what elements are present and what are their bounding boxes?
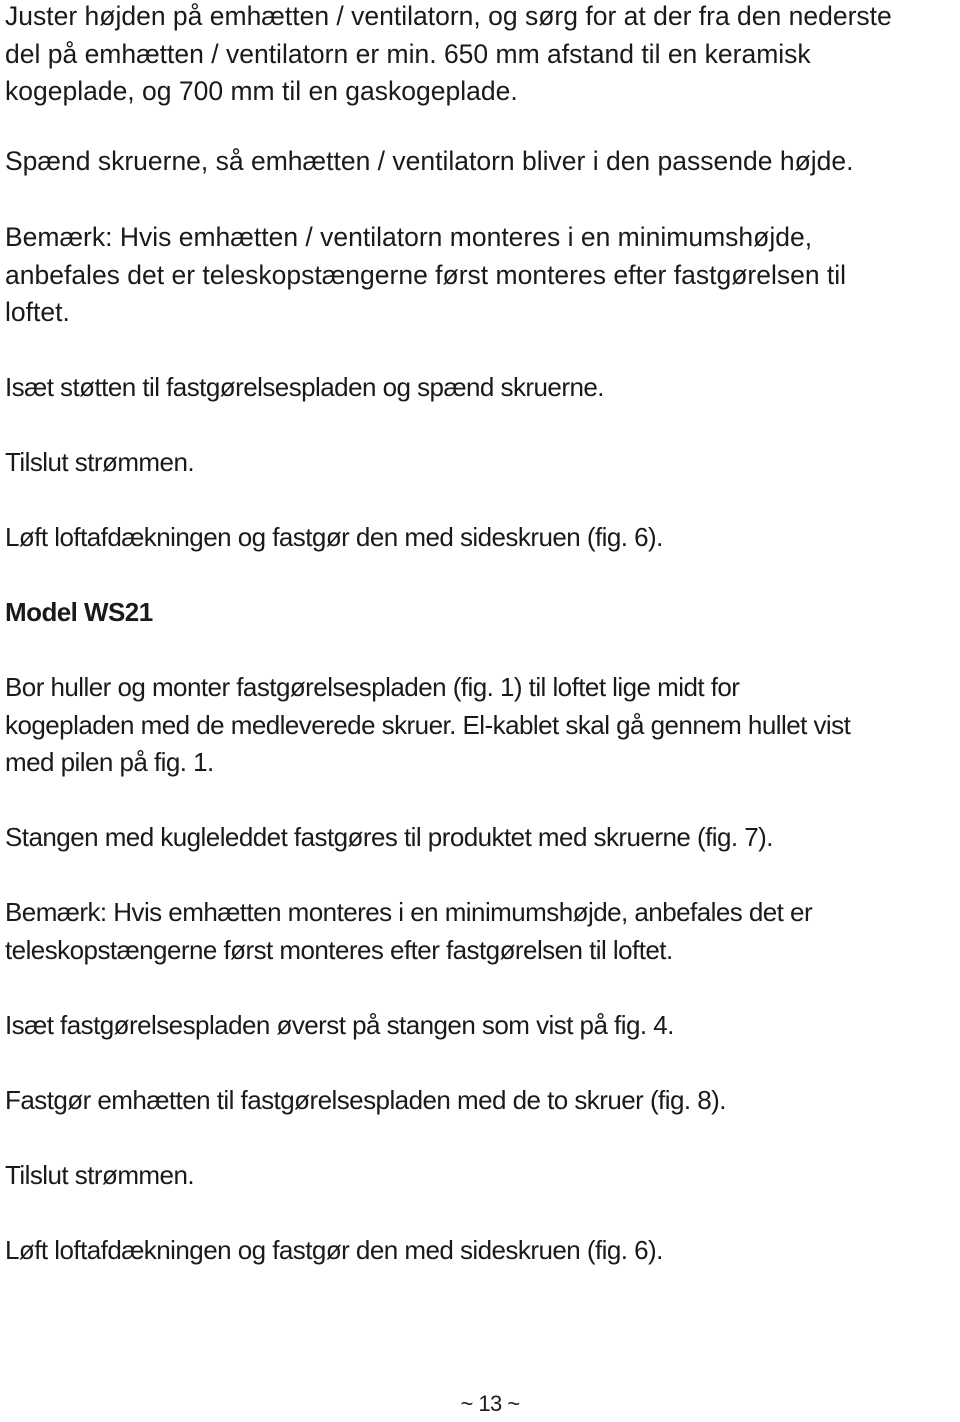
- section-heading-model: [5, 594, 153, 632]
- text-line: del på emhætten / ventilatorn er min. 650 mm afstand til en keramisk: [5, 38, 811, 69]
- text-line: loftet.: [5, 297, 70, 327]
- paragraph-note-minimum-height: [5, 219, 846, 332]
- text-line: Tilslut strømmen.: [5, 1160, 195, 1190]
- text-line: Løft loftafdækningen og fastgør den med sideskruen (fig. 6).: [5, 1235, 663, 1265]
- text-line: Bemærk: Hvis emhætten / ventilatorn monteres i en minimumshøjde,: [5, 222, 813, 252]
- paragraph-note-telescopic: [5, 894, 812, 969]
- text-line: med pilen på fig. 1.: [5, 747, 214, 777]
- text-line: kogepladen med de medleverede skruer. El-kablet skal gå gennem hullet vist: [5, 709, 851, 740]
- text-line: anbefales det er teleskopstængerne først monteres efter fastgørelsen til: [5, 259, 847, 290]
- text-line: Stangen med kugleleddet fastgøres til produktet med skruerne (fig. 7).: [5, 822, 773, 852]
- paragraph-ball-joint-rod: [5, 819, 773, 857]
- paragraph-connect-power: [5, 444, 194, 482]
- text-line: Isæt støtten til fastgørelsespladen og spænd skruerne.: [5, 372, 604, 402]
- paragraph-attach-hood: [5, 1082, 726, 1120]
- heading-text: Model WS21: [5, 597, 153, 627]
- text-line: Spænd skruerne, så emhætten / ventilatorn bliver i den passende højde.: [5, 146, 854, 176]
- text-line: Isæt fastgørelsespladen øverst på stangen som vist på fig. 4.: [5, 1010, 674, 1040]
- paragraph-adjust-height: [5, 0, 892, 111]
- paragraph-insert-support: [5, 369, 604, 407]
- text-line: Juster højden på emhætten / ventilatorn, og sørg for at der fra den nederste: [5, 1, 892, 31]
- paragraph-drill-holes: [5, 669, 850, 782]
- text-line: Tilslut strømmen.: [5, 447, 195, 477]
- text-line: Bemærk: Hvis emhætten monteres i en minimumshøjde, anbefales det er: [5, 897, 813, 927]
- paragraph-lift-cover-2: [5, 1232, 663, 1270]
- paragraph-tighten-screws: [5, 143, 853, 181]
- paragraph-lift-cover: [5, 519, 663, 557]
- text-line: Løft loftafdækningen og fastgør den med sideskruen (fig. 6).: [5, 522, 663, 552]
- paragraph-insert-plate: [5, 1007, 674, 1045]
- text-line: Fastgør emhætten til fastgørelsespladen med de to skruer (fig. 8).: [5, 1085, 726, 1115]
- text-line: kogeplade, og 700 mm til en gaskogeplade.: [5, 76, 518, 106]
- text-line: teleskopstængerne først monteres efter fastgørelsen til loftet.: [5, 934, 673, 965]
- text-line: Bor huller og monter fastgørelsespladen (fig. 1) til loftet lige midt for: [5, 672, 740, 702]
- page-number: ~ 13 ~: [460, 1391, 520, 1416]
- paragraph-connect-power-2: [5, 1157, 194, 1195]
